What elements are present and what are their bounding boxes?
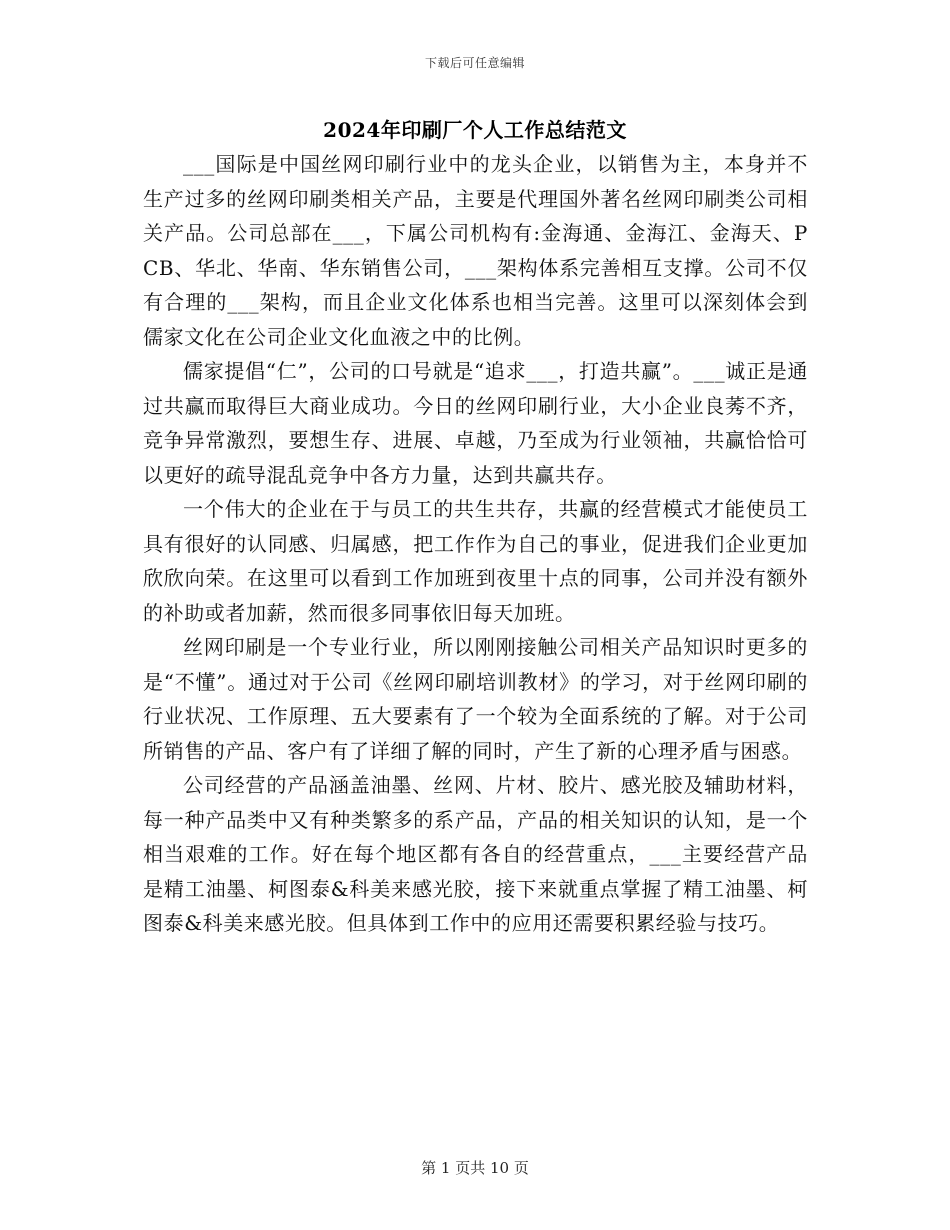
document-body: [143, 147, 808, 941]
paragraph-3: 一个伟大的企业在于与员工的共生共存，共赢的经营模式才能使员工具有很好的认同感、归属感，把工作作为自己的事业，促进我们企业更加欣欣向荣。在这里可以看到工作加班到夜里十点的同事，公司并没有额外的补助或者加薪，然而很多同事依旧每天加班。: [143, 497, 808, 625]
paragraph-5: 公司经营的产品涵盖油墨、丝网、片材、胶片、感光胶及辅助材料，每一种产品类中又有种类繁多的系产品，产品的相关知识的认知，是一个相当艰难的工作。好在每个地区都有各自的经营重点，___主要经营产品是精工油墨、柯图泰&科美来感光胶，接下来就重点掌握了精工油墨、柯图泰&科美来感光胶。但具体到工作中的应用还需要积累经验与技巧。: [143, 773, 808, 935]
page-header-note: 下载后可任意编辑: [424, 56, 525, 70]
paragraph-1: ___国际是中国丝网印刷行业中的龙头企业，以销售为主，本身并不生产过多的丝网印刷类相关产品，主要是代理国外著名丝网印刷类公司相关产品。公司总部在___，下属公司机构有:金海通、金海江、金海天、PCB、华北、华南、华东销售公司，___架构体系完善相互支撑。公司不仅有合理的___架构，而且企业文化体系也相当完善。这里可以深刻体会到儒家文化在公司企业文化血液之中的比例。: [143, 152, 808, 349]
paragraph-2: 儒家提倡“仁”，公司的口号就是“追求___，打造共赢”。___诚正是通过共赢而取得巨大商业成功。今日的丝网印刷行业，大小企业良莠不齐，竞争异常激烈，要想生存、进展、卓越，乃至成为行业领袖，共赢恰恰可以更好的疏导混乱竞争中各方力量，达到共赢共存。: [143, 359, 808, 487]
paragraph-4: 丝网印刷是一个专业行业，所以刚刚接触公司相关产品知识时更多的是“不懂”。通过对于公司《丝网印刷培训教材》的学习，对于丝网印刷的行业状况、工作原理、五大要素有了一个较为全面系统的了解。对于公司所销售的产品、客户有了详细了解的同时，产生了新的心理矛盾与困惑。: [143, 635, 808, 763]
document-title: 2024年印刷厂个人工作总结范文: [323, 118, 627, 142]
page-number: 第 1 页共 10 页: [421, 1159, 529, 1177]
